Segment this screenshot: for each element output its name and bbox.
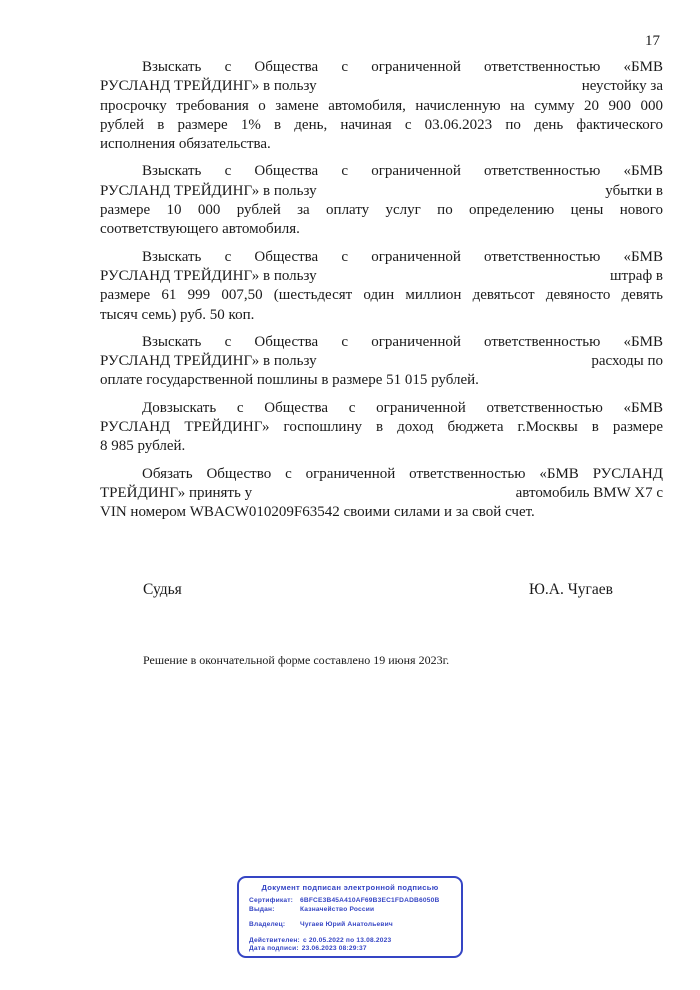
- page-number: 17: [645, 33, 660, 49]
- redacted-gap: [317, 182, 606, 201]
- line-left-text: РУСЛАНД ТРЕЙДИНГ» в пользу: [100, 353, 317, 370]
- stamp-field-label: Дата подписи:: [249, 945, 299, 953]
- paragraph-line: Взыскать с Общества с ограниченной ответственностью «БМВ: [142, 333, 663, 350]
- paragraph-line-with-redaction: [100, 352, 663, 371]
- paragraph-line: Взыскать с Общества с ограниченной ответственностью «БМВ: [142, 163, 663, 180]
- paragraph-line: размере 61 999 007,50 (шестьдесят один миллион девятьсот девяносто девять: [100, 287, 663, 304]
- paragraph-line: размере 10 000 рублей за оплату услуг по определению цены нового: [100, 202, 663, 219]
- paragraph-line-with-redaction: [100, 484, 663, 503]
- line-right-text: автомобиль BMW X7 с: [515, 484, 663, 501]
- paragraph-line: VIN номером WBACW010209F63542 своими силами и за свой счет.: [100, 504, 535, 521]
- final-form-note: Решение в окончательной форме составлено 19 июня 2023г.: [143, 653, 450, 667]
- stamp-field-value: Чугаев Юрий Анатольевич: [300, 921, 393, 929]
- paragraph-line: Довзыскать с Общества с ограниченной ответственностью «БМВ: [142, 399, 663, 416]
- document-body: [100, 58, 663, 531]
- redacted-gap: [317, 77, 582, 96]
- paragraph-line: Взыскать с Общества с ограниченной ответственностью «БМВ: [142, 59, 663, 75]
- stamp-field-label: Сертификат:: [249, 897, 294, 904]
- paragraph-line: рублей в размере 1% в день, начиная с 03.06.2023 по день фактического: [100, 116, 663, 133]
- paragraph-line: РУСЛАНД ТРЕЙДИНГ» госпошлину в доход бюджета г.Москвы в размере: [100, 419, 663, 436]
- paragraph-line-with-redaction: [100, 267, 663, 286]
- line-left-text: РУСЛАНД ТРЕЙДИНГ» в пользу: [100, 78, 317, 95]
- stamp-field: [249, 945, 451, 954]
- stamp-field: [249, 906, 451, 915]
- line-right-text: штраф в: [610, 267, 663, 284]
- paragraph: [100, 58, 663, 154]
- paragraph: [100, 333, 663, 391]
- stamp-field-value: с 20.05.2022 по 13.08.2023: [302, 936, 392, 944]
- stamp-field: [249, 921, 451, 930]
- stamp-field: [249, 937, 451, 946]
- paragraph-line: Обязать Общество с ограниченной ответственностью «БМВ РУСЛАНД: [142, 465, 663, 482]
- paragraph-line-with-redaction: [100, 182, 663, 201]
- stamp-field-value: 6BFCE3B45A410AF69B3EC1FDADB6050B: [300, 897, 440, 904]
- paragraph-line: просрочку требования о замене автомобиля, начисленную на сумму 20 900 000: [100, 97, 663, 114]
- stamp-field-value: Казначейство России: [300, 905, 375, 913]
- line-left-text: ТРЕЙДИНГ» принять у: [100, 484, 253, 501]
- redacted-gap: [317, 352, 592, 371]
- redacted-gap: [317, 267, 610, 286]
- signature-row: [100, 581, 663, 599]
- judge-name: Ю.А. Чугаев: [528, 581, 613, 598]
- line-right-text: убытки в: [605, 182, 663, 199]
- electronic-signature-stamp: [237, 876, 463, 958]
- stamp-title: Документ подписан электронной подписью: [261, 883, 439, 892]
- paragraph: [100, 162, 663, 239]
- paragraph-line: 8 985 рублей.: [100, 438, 186, 455]
- paragraph-line: соответствующего автомобиля.: [100, 221, 300, 238]
- stamp-field-label: Владелец:: [249, 921, 286, 929]
- paragraph-line: тысяч семь) руб. 50 коп.: [100, 306, 255, 323]
- stamp-field: [249, 897, 451, 906]
- line-right-text: неустойку за: [581, 78, 663, 95]
- stamp-field-label: Выдан:: [249, 905, 275, 913]
- stamp-field-label: Действителен:: [249, 936, 300, 944]
- stamp-field-value: 23.06.2023 08:29:37: [301, 945, 367, 953]
- paragraph-line: Взыскать с Общества с ограниченной ответственностью «БМВ: [142, 248, 663, 265]
- paragraph: [100, 465, 663, 523]
- judge-label: Судья: [143, 581, 182, 598]
- paragraph-line-with-redaction: [100, 77, 663, 96]
- line-right-text: расходы по: [591, 353, 663, 370]
- stamp-fields: [249, 897, 451, 954]
- line-left-text: РУСЛАНД ТРЕЙДИНГ» в пользу: [100, 267, 317, 284]
- redacted-gap: [252, 484, 516, 503]
- paragraph: [100, 248, 663, 325]
- line-left-text: РУСЛАНД ТРЕЙДИНГ» в пользу: [100, 182, 317, 199]
- paragraph: [100, 399, 663, 457]
- paragraph-line: исполнения обязательства.: [100, 136, 271, 153]
- paragraph-line: оплате государственной пошлины в размере 51 015 рублей.: [100, 372, 479, 389]
